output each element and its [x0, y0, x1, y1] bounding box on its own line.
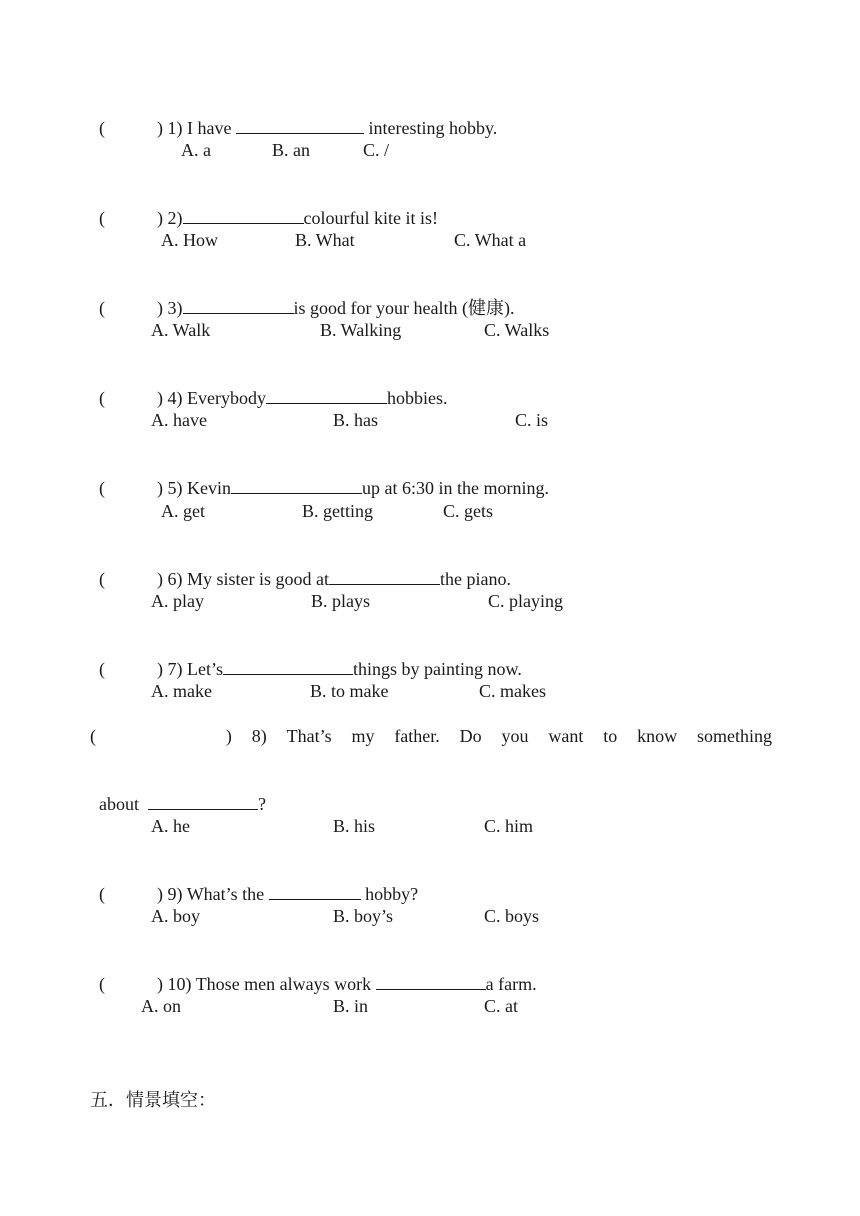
answer-paren-close: ) [157, 298, 163, 318]
answer-paren-close: ) [157, 478, 163, 498]
question-number: 6) [167, 569, 183, 589]
question-number: 4) [167, 388, 183, 408]
answer-paren-open: ( [99, 974, 105, 994]
fill-blank[interactable] [183, 206, 304, 224]
answer-paren-open: ( [99, 118, 105, 138]
option-c[interactable]: C. boys [484, 906, 540, 926]
fill-blank[interactable] [183, 296, 294, 314]
option-c[interactable]: C. Walks [484, 320, 550, 340]
question-number: 1) [167, 118, 183, 138]
question-text-post: a farm. [485, 974, 537, 994]
option-b[interactable]: B. getting [302, 501, 373, 521]
word: know [637, 726, 678, 746]
question-number: 9) [167, 884, 183, 904]
question-number: 7) [167, 659, 183, 679]
fill-blank[interactable] [269, 882, 361, 900]
answer-paren-close: ) [157, 118, 163, 138]
option-c[interactable]: C. What a [454, 230, 527, 250]
section-title: 五．情景填空： [90, 1090, 216, 1111]
answer-paren-open: ( [99, 569, 105, 589]
fill-blank[interactable] [266, 386, 387, 404]
option-b[interactable]: B. in [333, 996, 369, 1016]
question-number: 5) [167, 478, 183, 498]
answer-paren-close: ) [157, 569, 163, 589]
fill-blank[interactable] [329, 567, 440, 585]
question-text-pre: Kevin [187, 478, 231, 498]
question-text-post: hobbies. [386, 388, 448, 408]
question-text-post: the piano. [440, 569, 511, 589]
question-number: 2) [167, 208, 183, 228]
question-text-pre: I have [187, 118, 236, 138]
answer-paren-close: ) [157, 208, 163, 228]
option-a[interactable]: A. play [151, 591, 204, 611]
answer-paren-open: ( [99, 208, 105, 228]
word: you [501, 726, 529, 746]
answer-paren-open: ( [99, 388, 105, 408]
answer-paren-close: ) [157, 884, 163, 904]
question-text-post: things by painting now. [353, 659, 522, 679]
question-text-pre: My sister is good at [187, 569, 329, 589]
question-text-pre: Those men always work [195, 974, 376, 994]
word: Do [459, 726, 482, 746]
option-c[interactable]: C. / [363, 140, 390, 160]
answer-paren-open: ( [90, 726, 96, 746]
question-number: 8) [251, 726, 267, 746]
word: want [548, 726, 584, 746]
answer-paren-close: ) [157, 974, 163, 994]
option-c[interactable]: C. is [515, 410, 549, 430]
option-a[interactable]: A. he [151, 816, 190, 836]
answer-paren-open: ( [99, 298, 105, 318]
question-3 [90, 274, 514, 319]
option-b[interactable]: B. What [295, 230, 355, 250]
word: to [603, 726, 618, 746]
question-text-pre: Let’s [187, 659, 223, 679]
question-text-post: interesting hobby. [363, 118, 498, 138]
question-1 [90, 94, 497, 139]
fill-blank[interactable] [223, 657, 353, 675]
answer-paren-open: ( [99, 478, 105, 498]
question-2 [90, 184, 438, 229]
option-a[interactable]: A. make [151, 681, 212, 701]
option-b[interactable]: B. boy’s [333, 906, 394, 926]
word: father. [394, 726, 440, 746]
option-c[interactable]: C. him [484, 816, 534, 836]
question-4 [90, 364, 447, 409]
question-text-pre: about [99, 794, 144, 814]
option-b[interactable]: B. an [272, 140, 310, 160]
option-b[interactable]: B. his [333, 816, 376, 836]
word: something [696, 726, 772, 746]
answer-paren-close: ) [157, 659, 163, 679]
option-b[interactable]: B. to make [310, 681, 389, 701]
fill-blank[interactable] [376, 972, 486, 990]
question-5 [90, 454, 549, 499]
question-text-post: hobby? [360, 884, 419, 904]
fill-blank[interactable] [231, 476, 362, 494]
answer-paren-open: ( [99, 884, 105, 904]
question-text-post: ? [258, 794, 266, 814]
question-8-line-2 [90, 770, 266, 815]
option-c[interactable]: C. playing [488, 591, 563, 611]
word: my [351, 726, 375, 746]
word: That’s [286, 726, 332, 746]
option-b[interactable]: B. has [333, 410, 378, 430]
question-text-post: is good for your health (健康). [293, 298, 515, 318]
question-number: 3) [167, 298, 183, 318]
answer-paren-open: ( [99, 659, 105, 679]
question-number: 10) [167, 974, 192, 994]
option-a[interactable]: A. Walk [151, 320, 211, 340]
option-c[interactable]: C. makes [479, 681, 546, 701]
option-a[interactable]: A. get [161, 501, 205, 521]
option-a[interactable]: A. on [141, 996, 181, 1016]
question-text-pre: What’s the [186, 884, 269, 904]
question-text-post: colourful kite it is! [303, 208, 438, 228]
question-7 [90, 635, 522, 680]
option-a[interactable]: A. a [181, 140, 211, 160]
question-text-pre: Everybody [187, 388, 266, 408]
option-a[interactable]: A. boy [151, 906, 200, 926]
option-b[interactable]: B. Walking [320, 320, 402, 340]
fill-blank[interactable] [148, 792, 258, 810]
question-10 [90, 950, 537, 995]
question-text-post: up at 6:30 in the morning. [362, 478, 549, 498]
answer-paren-close[interactable]: ) [225, 726, 232, 746]
question-8-line-1 [90, 725, 772, 747]
question-6 [90, 545, 511, 590]
option-a[interactable]: A. How [161, 230, 218, 250]
answer-paren-close: ) [157, 388, 163, 408]
option-b[interactable]: B. plays [311, 591, 371, 611]
option-a[interactable]: A. have [151, 410, 207, 430]
fill-blank[interactable] [236, 116, 364, 134]
question-9 [90, 860, 418, 905]
option-c[interactable]: C. gets [443, 501, 494, 521]
option-c[interactable]: C. at [484, 996, 518, 1016]
